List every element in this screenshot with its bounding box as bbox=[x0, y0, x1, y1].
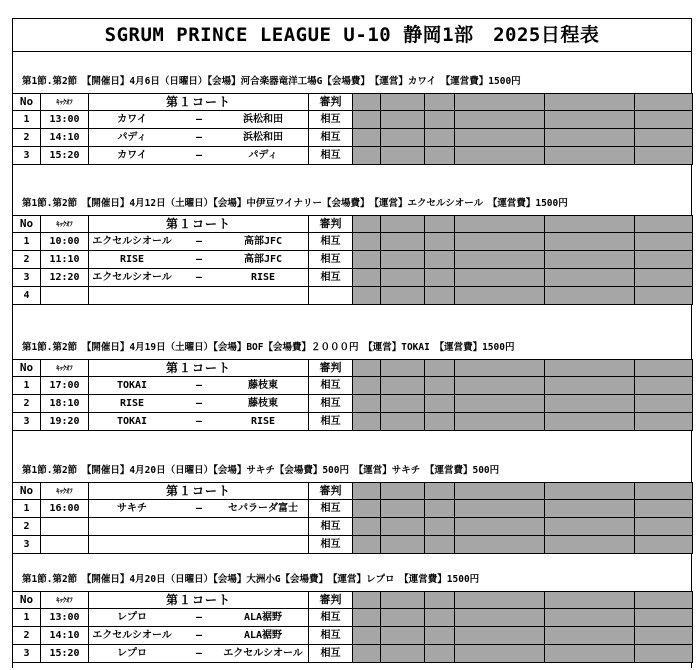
grey-cell bbox=[353, 287, 381, 305]
vs-dash: — bbox=[195, 647, 203, 659]
schedule-table bbox=[12, 482, 693, 554]
grey-cell bbox=[353, 518, 381, 536]
schedule-table bbox=[12, 93, 693, 165]
grey-cell bbox=[545, 377, 635, 395]
match-cell bbox=[89, 269, 309, 287]
header-kickoff: ｷｯｸｵﾌ bbox=[41, 94, 89, 111]
grey-cell bbox=[455, 251, 545, 269]
grey-cell bbox=[455, 592, 545, 609]
grey-cell bbox=[635, 94, 693, 111]
grey-cell bbox=[635, 518, 693, 536]
grey-cell bbox=[455, 94, 545, 111]
vs-dash: — bbox=[195, 271, 203, 283]
grey-cell bbox=[425, 233, 455, 251]
grey-cell bbox=[425, 536, 455, 554]
table-row bbox=[13, 251, 693, 269]
match-no: 3 bbox=[13, 536, 41, 554]
header-referee: 審判 bbox=[309, 94, 353, 111]
home-team: パディ bbox=[117, 131, 147, 143]
grey-cell bbox=[353, 500, 381, 518]
referee-cell: 相互 bbox=[309, 269, 353, 287]
away-team: ALA裾野 bbox=[243, 611, 283, 623]
kickoff-time: 14:10 bbox=[41, 129, 89, 147]
referee-cell: 相互 bbox=[309, 377, 353, 395]
match-no: 2 bbox=[13, 627, 41, 645]
header-no: No bbox=[13, 483, 41, 500]
grey-cell bbox=[381, 483, 425, 500]
grey-cell bbox=[425, 609, 455, 627]
grey-cell bbox=[425, 269, 455, 287]
grey-cell bbox=[545, 269, 635, 287]
kickoff-time: 18:10 bbox=[41, 395, 89, 413]
grey-cell bbox=[425, 518, 455, 536]
grey-cell bbox=[381, 111, 425, 129]
grey-cell bbox=[545, 360, 635, 377]
grey-cell bbox=[635, 536, 693, 554]
table-row bbox=[13, 500, 693, 518]
away-team: ALA裾野 bbox=[243, 629, 283, 641]
grey-cell bbox=[455, 645, 545, 663]
grey-cell bbox=[425, 129, 455, 147]
kickoff-time bbox=[41, 518, 89, 536]
vs-dash: — bbox=[195, 379, 203, 391]
grey-cell bbox=[425, 94, 455, 111]
grey-cell bbox=[425, 216, 455, 233]
grey-cell bbox=[381, 377, 425, 395]
grey-cell bbox=[635, 395, 693, 413]
table-row bbox=[13, 536, 693, 554]
grey-cell bbox=[381, 147, 425, 165]
match-cell bbox=[89, 500, 309, 518]
grey-cell bbox=[635, 147, 693, 165]
grey-cell bbox=[455, 395, 545, 413]
block-info: 第1節.第2節 【開催日】4月20日（日曜日）【会場】大洲小G【会場費】 【運営】レプロ 【運営費】1500円 bbox=[22, 574, 480, 585]
match-cell bbox=[89, 518, 309, 536]
match-cell bbox=[89, 129, 309, 147]
grey-cell bbox=[353, 251, 381, 269]
grey-cell bbox=[381, 413, 425, 431]
grey-cell bbox=[425, 395, 455, 413]
schedule-table bbox=[12, 359, 693, 431]
referee-cell: 相互 bbox=[309, 609, 353, 627]
grey-cell bbox=[353, 360, 381, 377]
grey-cell bbox=[381, 216, 425, 233]
table-row bbox=[13, 645, 693, 663]
grey-cell bbox=[545, 627, 635, 645]
grey-cell bbox=[425, 500, 455, 518]
home-team: カワイ bbox=[117, 113, 147, 125]
block-info: 第1節.第2節 【開催日】4月19日（土曜日）【会場】BOF【会場費】２０００円 【運営】TOKAI 【運営費】1500円 bbox=[22, 342, 515, 353]
grey-cell bbox=[545, 518, 635, 536]
grey-cell bbox=[545, 251, 635, 269]
away-team: 浜松和田 bbox=[243, 131, 283, 143]
grey-cell bbox=[635, 483, 693, 500]
block-info: 第1節.第2節 【開催日】4月6日（日曜日）【会場】河合楽器竜洋工場G【会場費】 【運営】カワイ 【運営費】1500円 bbox=[22, 76, 521, 87]
grey-cell bbox=[635, 627, 693, 645]
referee-cell: 相互 bbox=[309, 111, 353, 129]
schedule-block bbox=[12, 337, 692, 431]
grey-cell bbox=[455, 287, 545, 305]
grey-cell bbox=[635, 377, 693, 395]
grey-cell bbox=[455, 609, 545, 627]
match-cell bbox=[89, 233, 309, 251]
grey-cell bbox=[545, 129, 635, 147]
grey-cell bbox=[545, 216, 635, 233]
header-row bbox=[13, 592, 693, 609]
match-no: 1 bbox=[13, 500, 41, 518]
grey-cell bbox=[635, 609, 693, 627]
grey-cell bbox=[455, 413, 545, 431]
referee-cell: 相互 bbox=[309, 413, 353, 431]
home-team: レプロ bbox=[117, 611, 147, 623]
referee-cell: 相互 bbox=[309, 129, 353, 147]
grey-cell bbox=[381, 500, 425, 518]
grey-cell bbox=[635, 360, 693, 377]
home-team: エクセルシオール bbox=[92, 629, 172, 641]
match-cell bbox=[89, 377, 309, 395]
grey-cell bbox=[635, 251, 693, 269]
away-team: セパラーダ富士 bbox=[228, 502, 298, 514]
table-row bbox=[13, 129, 693, 147]
grey-cell bbox=[381, 94, 425, 111]
away-team: RISE bbox=[250, 271, 276, 283]
grey-cell bbox=[425, 147, 455, 165]
grey-cell bbox=[353, 536, 381, 554]
kickoff-time: 15:20 bbox=[41, 645, 89, 663]
grey-cell bbox=[353, 377, 381, 395]
vs-dash: — bbox=[195, 629, 203, 641]
grey-cell bbox=[425, 645, 455, 663]
grey-cell bbox=[545, 500, 635, 518]
grey-cell bbox=[635, 500, 693, 518]
schedule-table bbox=[12, 215, 693, 305]
grey-cell bbox=[425, 592, 455, 609]
table-row bbox=[13, 269, 693, 287]
schedule-table bbox=[12, 591, 693, 663]
grey-cell bbox=[353, 609, 381, 627]
grey-cell bbox=[425, 413, 455, 431]
grey-cell bbox=[425, 111, 455, 129]
referee-cell bbox=[309, 287, 353, 305]
home-team: カワイ bbox=[117, 149, 147, 161]
vs-dash: — bbox=[195, 113, 203, 125]
header-court: 第１コート bbox=[89, 94, 309, 111]
vs-dash: — bbox=[195, 397, 203, 409]
grey-cell bbox=[635, 129, 693, 147]
vs-dash: — bbox=[195, 253, 203, 265]
grey-cell bbox=[353, 413, 381, 431]
away-team: パディ bbox=[248, 149, 278, 161]
grey-cell bbox=[635, 111, 693, 129]
home-team: サキチ bbox=[117, 502, 147, 514]
referee-cell: 相互 bbox=[309, 536, 353, 554]
table-row bbox=[13, 395, 693, 413]
grey-cell bbox=[381, 536, 425, 554]
grey-cell bbox=[425, 251, 455, 269]
grey-cell bbox=[455, 111, 545, 129]
grey-cell bbox=[381, 395, 425, 413]
table-row bbox=[13, 233, 693, 251]
header-no: No bbox=[13, 360, 41, 377]
home-team: エクセルシオール bbox=[92, 235, 172, 247]
grey-cell bbox=[353, 592, 381, 609]
vs-dash: — bbox=[195, 415, 203, 427]
grey-cell bbox=[545, 287, 635, 305]
match-cell bbox=[89, 413, 309, 431]
grey-cell bbox=[545, 94, 635, 111]
referee-cell: 相互 bbox=[309, 627, 353, 645]
kickoff-time: 11:10 bbox=[41, 251, 89, 269]
home-team: TOKAI bbox=[116, 415, 148, 427]
grey-cell bbox=[455, 500, 545, 518]
match-cell bbox=[89, 111, 309, 129]
grey-cell bbox=[353, 216, 381, 233]
grey-cell bbox=[425, 377, 455, 395]
kickoff-time: 17:00 bbox=[41, 377, 89, 395]
match-cell bbox=[89, 609, 309, 627]
header-row bbox=[13, 216, 693, 233]
referee-cell: 相互 bbox=[309, 518, 353, 536]
schedule-block bbox=[12, 460, 692, 554]
match-cell bbox=[89, 251, 309, 269]
kickoff-time: 13:00 bbox=[41, 609, 89, 627]
header-kickoff: ｷｯｸｵﾌ bbox=[41, 483, 89, 500]
grey-cell bbox=[545, 609, 635, 627]
header-court: 第１コート bbox=[89, 592, 309, 609]
away-team: 浜松和田 bbox=[243, 113, 283, 125]
header-referee: 審判 bbox=[309, 360, 353, 377]
header-referee: 審判 bbox=[309, 216, 353, 233]
grey-cell bbox=[545, 645, 635, 663]
grey-cell bbox=[455, 360, 545, 377]
referee-cell: 相互 bbox=[309, 395, 353, 413]
vs-dash: — bbox=[195, 611, 203, 623]
grey-cell bbox=[425, 627, 455, 645]
match-no: 1 bbox=[13, 377, 41, 395]
kickoff-time: 14:10 bbox=[41, 627, 89, 645]
schedule-block bbox=[12, 71, 692, 165]
header-row bbox=[13, 483, 693, 500]
grey-cell bbox=[635, 269, 693, 287]
home-team: RISE bbox=[119, 253, 145, 265]
home-team: エクセルシオール bbox=[92, 271, 172, 283]
referee-cell: 相互 bbox=[309, 233, 353, 251]
match-cell bbox=[89, 147, 309, 165]
header-kickoff: ｷｯｸｵﾌ bbox=[41, 216, 89, 233]
grey-cell bbox=[353, 233, 381, 251]
grey-cell bbox=[381, 592, 425, 609]
table-row bbox=[13, 377, 693, 395]
grey-cell bbox=[353, 645, 381, 663]
grey-cell bbox=[635, 216, 693, 233]
grey-cell bbox=[545, 413, 635, 431]
match-cell bbox=[89, 287, 309, 305]
grey-cell bbox=[381, 645, 425, 663]
header-kickoff: ｷｯｸｵﾌ bbox=[41, 360, 89, 377]
kickoff-time: 16:00 bbox=[41, 500, 89, 518]
header-row bbox=[13, 360, 693, 377]
kickoff-time: 10:00 bbox=[41, 233, 89, 251]
match-no: 2 bbox=[13, 129, 41, 147]
grey-cell bbox=[545, 483, 635, 500]
match-no: 2 bbox=[13, 395, 41, 413]
page-title: SGRUM PRINCE LEAGUE U-10 静岡1部 2025日程表 bbox=[12, 18, 692, 52]
grey-cell bbox=[353, 129, 381, 147]
grey-cell bbox=[635, 287, 693, 305]
grey-cell bbox=[455, 377, 545, 395]
home-team: TOKAI bbox=[116, 379, 148, 391]
referee-cell: 相互 bbox=[309, 645, 353, 663]
vs-dash: — bbox=[195, 502, 203, 514]
grey-cell bbox=[425, 287, 455, 305]
grey-cell bbox=[455, 627, 545, 645]
match-cell bbox=[89, 627, 309, 645]
header-row bbox=[13, 94, 693, 111]
kickoff-time bbox=[41, 536, 89, 554]
match-no: 3 bbox=[13, 645, 41, 663]
table-row bbox=[13, 609, 693, 627]
grey-cell bbox=[381, 518, 425, 536]
grey-cell bbox=[455, 147, 545, 165]
match-no: 2 bbox=[13, 251, 41, 269]
vs-dash: — bbox=[195, 131, 203, 143]
referee-cell: 相互 bbox=[309, 147, 353, 165]
away-team: エクセルシオール bbox=[223, 647, 303, 659]
grey-cell bbox=[545, 233, 635, 251]
away-team: 藤枝東 bbox=[248, 397, 278, 409]
match-cell bbox=[89, 395, 309, 413]
grey-cell bbox=[545, 147, 635, 165]
grey-cell bbox=[455, 536, 545, 554]
grey-cell bbox=[455, 518, 545, 536]
header-no: No bbox=[13, 592, 41, 609]
block-info: 第1節.第2節 【開催日】4月12日（土曜日）【会場】中伊豆ワイナリー【会場費】 【運営】エクセルシオール 【運営費】1500円 bbox=[22, 198, 568, 209]
match-no: 2 bbox=[13, 518, 41, 536]
referee-cell: 相互 bbox=[309, 500, 353, 518]
kickoff-time: 15:20 bbox=[41, 147, 89, 165]
grey-cell bbox=[381, 269, 425, 287]
grey-cell bbox=[635, 233, 693, 251]
away-team: 藤枝東 bbox=[248, 379, 278, 391]
grey-cell bbox=[545, 592, 635, 609]
header-court: 第１コート bbox=[89, 360, 309, 377]
vs-dash: — bbox=[195, 149, 203, 161]
grey-cell bbox=[353, 94, 381, 111]
header-referee: 審判 bbox=[309, 483, 353, 500]
grey-cell bbox=[353, 483, 381, 500]
match-cell bbox=[89, 645, 309, 663]
match-no: 1 bbox=[13, 609, 41, 627]
grey-cell bbox=[353, 111, 381, 129]
grey-cell bbox=[381, 287, 425, 305]
grey-cell bbox=[545, 111, 635, 129]
referee-cell: 相互 bbox=[309, 251, 353, 269]
home-team: RISE bbox=[119, 397, 145, 409]
kickoff-time: 19:20 bbox=[41, 413, 89, 431]
vs-dash: — bbox=[195, 235, 203, 247]
grey-cell bbox=[381, 609, 425, 627]
grey-cell bbox=[381, 251, 425, 269]
table-row bbox=[13, 627, 693, 645]
grey-cell bbox=[635, 645, 693, 663]
grey-cell bbox=[353, 627, 381, 645]
grey-cell bbox=[381, 129, 425, 147]
header-no: No bbox=[13, 216, 41, 233]
header-court: 第１コート bbox=[89, 483, 309, 500]
grey-cell bbox=[353, 147, 381, 165]
table-row bbox=[13, 111, 693, 129]
header-no: No bbox=[13, 94, 41, 111]
away-team: 高部JFC bbox=[243, 235, 283, 247]
match-no: 1 bbox=[13, 233, 41, 251]
away-team: 高部JFC bbox=[243, 253, 283, 265]
home-team: レプロ bbox=[117, 647, 147, 659]
grey-cell bbox=[455, 216, 545, 233]
grey-cell bbox=[545, 395, 635, 413]
match-no: 3 bbox=[13, 147, 41, 165]
grey-cell bbox=[425, 360, 455, 377]
grey-cell bbox=[455, 233, 545, 251]
grey-cell bbox=[381, 360, 425, 377]
away-team: RISE bbox=[250, 415, 276, 427]
header-court: 第１コート bbox=[89, 216, 309, 233]
grey-cell bbox=[635, 413, 693, 431]
grey-cell bbox=[455, 129, 545, 147]
schedule-block bbox=[12, 193, 692, 305]
schedule-block bbox=[12, 569, 692, 663]
grey-cell bbox=[425, 483, 455, 500]
grey-cell bbox=[455, 483, 545, 500]
grey-cell bbox=[545, 536, 635, 554]
grey-cell bbox=[381, 627, 425, 645]
match-no: 4 bbox=[13, 287, 41, 305]
table-row bbox=[13, 287, 693, 305]
match-no: 3 bbox=[13, 413, 41, 431]
grey-cell bbox=[353, 395, 381, 413]
header-kickoff: ｷｯｸｵﾌ bbox=[41, 592, 89, 609]
table-row bbox=[13, 413, 693, 431]
table-row bbox=[13, 518, 693, 536]
table-row bbox=[13, 147, 693, 165]
kickoff-time: 12:20 bbox=[41, 269, 89, 287]
kickoff-time bbox=[41, 287, 89, 305]
grey-cell bbox=[455, 269, 545, 287]
kickoff-time: 13:00 bbox=[41, 111, 89, 129]
block-info: 第1節.第2節 【開催日】4月20日（日曜日）【会場】サキチ【会場費】500円 【運営】サキチ 【運営費】500円 bbox=[22, 465, 500, 476]
match-cell bbox=[89, 536, 309, 554]
grey-cell bbox=[635, 592, 693, 609]
header-referee: 審判 bbox=[309, 592, 353, 609]
grey-cell bbox=[381, 233, 425, 251]
grey-cell bbox=[353, 269, 381, 287]
match-no: 3 bbox=[13, 269, 41, 287]
match-no: 1 bbox=[13, 111, 41, 129]
